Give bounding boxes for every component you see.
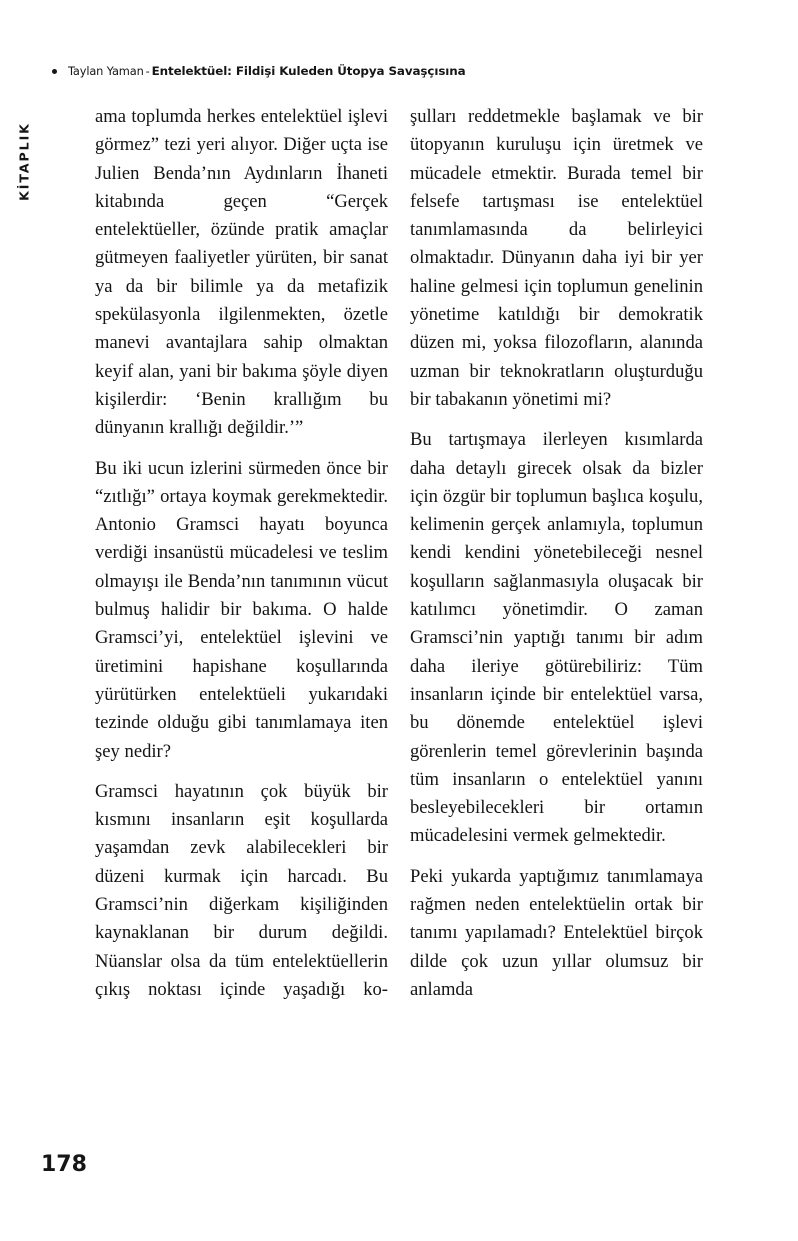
bullet-icon xyxy=(52,69,57,74)
paragraph: Bu iki ucun izlerini sürmeden önce bir “zıtlığı” ortaya koymak gerekmektedir. Antonio Gramsci hayatı boyunca verdiği insanüstü mücadelesi ve teslim olmayışı ile Benda’nın tanımının vücut bulmuş halidir bir bakıma. O halde Gramsci’yi, entelektüel işlevini ve üretimini hapishane koşullarında yürütürken entelektüeli yukarıdaki tezinde olduğu gibi tanımlamaya iten şey nedir? xyxy=(95,457,388,762)
right-column xyxy=(410,103,703,1133)
paragraph: şulları reddetmekle başlamak ve bir ütopyanın kuruluşu için üretmek ve mücadele etmektir. Burada temel bir felsefe tartışması ise entelektüel tanımlamasında da belirleyici olmaktadır. Dünyanın daha iyi bir yer haline gelmesi için toplumun genelinin yönetime katıldığı bir demokratik düzen mi, yoksa filozofların, alanında uzman bir teknokratların oluşturduğu bir tabakanın yönetimi mi? xyxy=(410,106,703,410)
running-head xyxy=(52,60,752,82)
section-tab-label: KİTAPLIK xyxy=(16,122,32,201)
paragraph: Bu tartışmaya ilerleyen kısımlarda daha detaylı girecek olsak da bizler için özgür bir toplumun başlıca koşulu, kelimenin gerçek anlamıyla, toplumun kendi kendini yönetebileceği nesnel koşulların sağlanmasıyla oluşacak bir katılımcı yönetimdir. O zaman Gramsci’nin yaptığı tanımı bir adım daha ileriye götürebiliriz: Tüm insanların içinde bir entelektüel varsa, bu dönemde entelektüel işlevi görenlerin temel görevlerinin başında tüm insanların o entelektüel yanını besleyebilecekleri bir ortamın mücadelesini vermek gelmektedir. xyxy=(410,429,703,847)
paragraph: ama toplumda herkes entelektüel işlevi görmez” tezi yeri alıyor. Diğer uçta ise Julien Benda’nın Aydınların İhaneti kitabında geçen “Gerçek entelektüeller, özünde pratik amaçlar gütmeyen faaliyetler yürüten, bir sanat ya da bir bilimle ya da metafizik spekülasyonla ilgilenmekten, özetle manevi avantajlara sahip olmaktan keyif alan, yani bir bakıma şöyle diyen kişilerdir: ‘Benin krallığım bu dünyanın krallığı değildir.’” xyxy=(95,106,388,439)
running-head-author: Taylan Yaman xyxy=(68,64,144,78)
running-head-title: Entelektüel: Fildişi Kuleden Ütopya Savaşçısına xyxy=(151,64,466,78)
section-tab xyxy=(0,100,30,230)
left-column xyxy=(95,103,388,1133)
paragraph: Peki yukarda yaptığımız tanımlamaya rağmen neden entelektüelin ortak bir tanımı yapılamadı? Entelektüel birçok dilde çok uzun yıllar olumsuz bir anlamda xyxy=(410,865,703,1000)
body-columns xyxy=(95,103,703,1133)
paragraph: Gramsci hayatının çok büyük bir kısmını insanların eşit koşullarda yaşamdan zevk alabilecekleri bir düzeni kurmak için harcadı. Bu Gramsci’nin diğerkam kişiliğinden kaynaklanan bir durum değildi. Nüanslar olsa da tüm entelektüellerin çıkış noktası içinde yaşadığı ko- xyxy=(95,780,388,1000)
running-head-separator: - xyxy=(145,64,150,78)
page-number: 178 xyxy=(41,1152,87,1177)
